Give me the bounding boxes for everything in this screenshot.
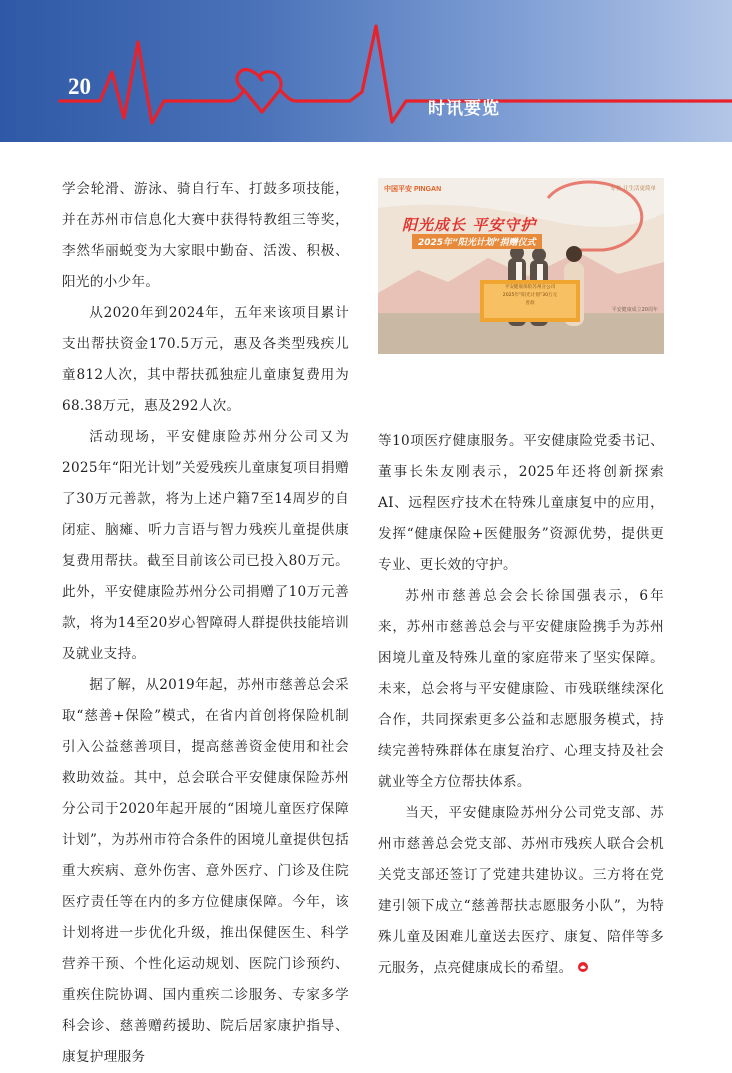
photo-logo-right: 专业·让生活更简单 <box>610 186 656 192</box>
paragraph-3: 活动现场，平安健康险苏州分公司又为2025年“阳光计划”关爱残疾儿童康复项目捐赠了30万元善款，将为上述户籍7至14周岁的自闭症、脑瘫、听力言语与智力残疾儿童提供康复费用帮扶。截至目前该公司已投入80万元。此外，平安健康险苏州分公司捐赠了10万元善款，将为14至20岁心智障碍人群提供技能培训及就业支持。 <box>62 429 349 662</box>
photo-bottom-right-text: 平安健康成立20周年 <box>611 307 658 313</box>
photo-banner-title: 阳光成长 平安守护 <box>402 216 537 234</box>
photo-logo-left: 中国平安 PINGAN <box>384 186 442 193</box>
paragraph-6: 苏州市慈善总会会长徐国强表示，6年来，苏州市慈善总会与平安健康险携手为苏州困境儿童及特殊儿童的家庭带来了坚实保障。未来，总会将与平安健康险、市残联继续深化合作，共同探索更多公益和志愿服务模式，持续完善特殊群体在康复治疗、心理支持及社会就业等全方位帮扶体系。 <box>378 588 664 790</box>
paragraph-4: 据了解，从2019年起，苏州市慈善总会采取“慈善+保险”模式，在省内首创将保险机制引入公益慈善项目，提高慈善资金使用和社会救助效益。其中，总会联合平安健康保险苏州分公司于2020年起开展的“困境儿童医疗保障计划”，为苏州市符合条件的困境儿童提供包括重大疾病、意外伤害、意外医疗、门诊及住院医疗责任等在内的多方位健康保障。今年，该计划将进一步优化升级，推出保健医生、科学营养干预、个性化运动规划、医院门诊预约、重疾住院协调、国内重疾二诊服务、专家多学科会诊、慈善赠药援助、院后居家康护指导、康复护理服务 <box>62 677 349 1065</box>
article-left-column <box>62 174 349 1073</box>
paragraph-5: 等10项医疗健康服务。平安健康险党委书记、董事长朱友刚表示，2025年还将创新探索AI、远程医疗技术在特殊儿童康复中的应用，发挥“健康保险+医健服务”资源优势，提供更专业、更长效的守护。 <box>378 433 664 573</box>
article-right-column <box>378 426 664 984</box>
photo-board-line1: 平安健康保险苏州分公司 <box>504 285 556 290</box>
photo-banner-subtitle: 2025年“阳光计划”捐赠仪式 <box>412 234 542 249</box>
paragraph-2: 从2020年到2024年，五年来该项目累计支出帮扶资金170.5万元，惠及各类型残疾儿童812人次，其中帮扶孤独症儿童康复费用为68.38万元，惠及292人次。 <box>62 305 349 414</box>
event-photo <box>378 178 664 354</box>
page-header <box>0 0 732 142</box>
paragraph-7: 当天，平安健康险苏州分公司党支部、苏州市慈善总会党支部、苏州市残疾人联合会机关党支部还签订了党建共建协议。三方将在党建引领下成立“慈善帮扶志愿服务小队”，为特殊儿童及困难儿童送去医疗、康复、陪伴等多元服务，点亮健康成长的希望。 <box>378 805 664 976</box>
heartbeat-line-graphic <box>0 0 732 142</box>
photo-board <box>484 284 576 308</box>
page-number: 20 <box>68 74 91 99</box>
article-end-icon <box>577 961 589 973</box>
paragraph-1: 学会轮滑、游泳、骑自行车、打鼓多项技能，并在苏州市信息化大赛中获得特教组三等奖，李然华丽蜕变为大家眼中勤奋、活泼、积极、阳光的小少年。 <box>62 181 349 290</box>
photo-board-line3: 善款 <box>525 301 535 306</box>
photo-board-line2: 2025年“阳光计划”30万元 <box>502 293 558 298</box>
section-title: 时讯要览 <box>428 99 500 119</box>
